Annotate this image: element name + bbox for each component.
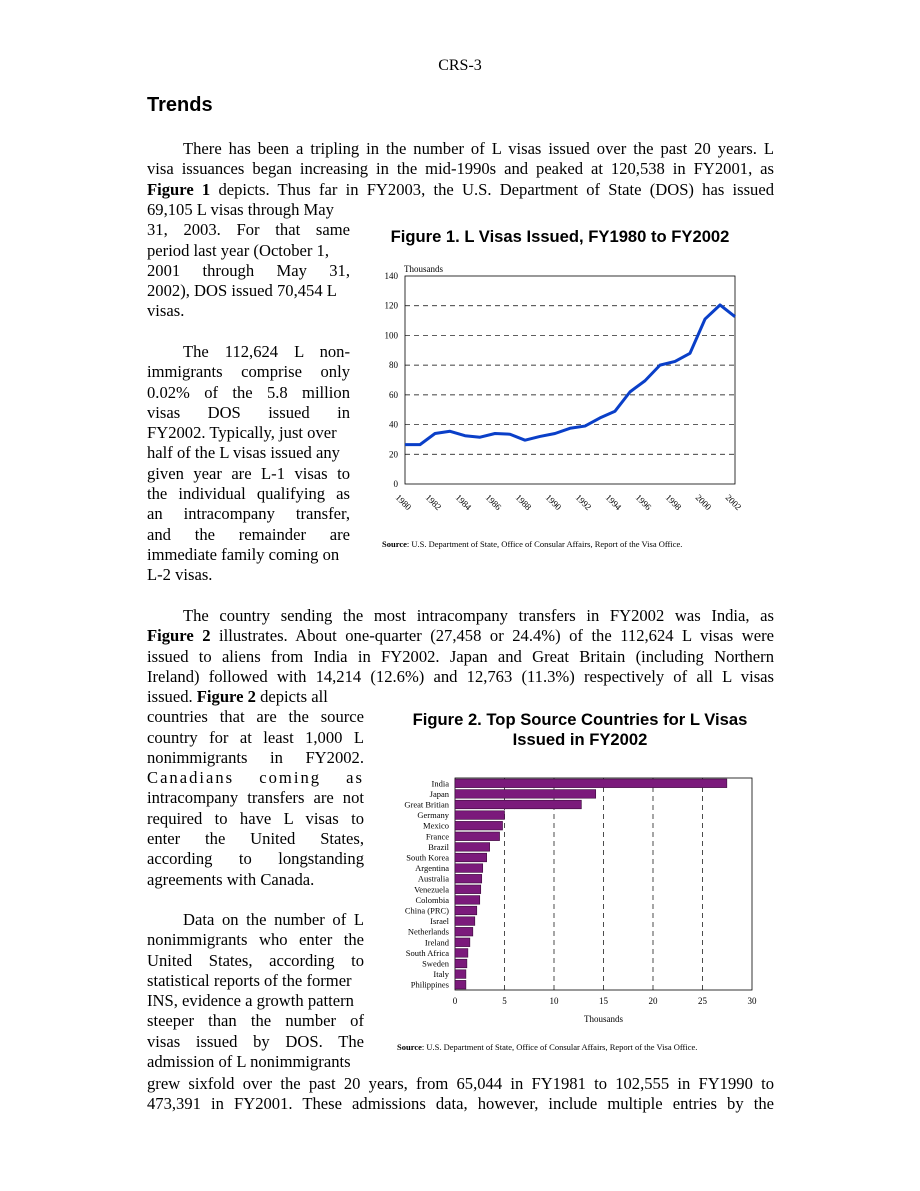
bar <box>455 970 466 979</box>
text-line <box>147 626 774 646</box>
paragraph-3-column <box>147 687 364 890</box>
figure-2-chart <box>380 770 780 1030</box>
x-tick-label: 2002 <box>723 492 744 513</box>
x-tick-label: 30 <box>747 996 757 1006</box>
category-label: Ireland <box>424 937 449 948</box>
x-tick-label: 1980 <box>393 492 414 513</box>
text-line: L-2 visas. <box>147 565 213 585</box>
x-tick-label: 2000 <box>693 492 714 513</box>
bar <box>455 811 505 820</box>
x-tick-label: 1990 <box>543 492 564 513</box>
source-text: : U.S. Department of State, Office of Consular Affairs, Report of the Visa Office. <box>406 539 683 549</box>
text-line: visas DOS issued in <box>147 402 350 422</box>
text-line: countries that are the source <box>147 707 364 727</box>
paragraph-3 <box>147 606 774 687</box>
y-tick-label: 140 <box>384 271 398 281</box>
category-label: China (PRC) <box>404 905 449 916</box>
text-line: issued to aliens from India in FY2002. Japan and Great Britain (including Northern <box>147 646 774 666</box>
category-label: Australia <box>417 873 449 884</box>
text-line: Data on the number of L <box>183 910 364 929</box>
text-line: The 112,624 L non- <box>183 342 350 361</box>
bar <box>455 949 468 958</box>
paragraph-5 <box>147 1074 774 1115</box>
category-label: Mexico <box>423 820 449 831</box>
x-tick-label: 1998 <box>663 492 684 513</box>
category-label: Argentina <box>415 863 449 874</box>
text-line: period last year (October 1, <box>147 240 329 260</box>
y-tick-label: 40 <box>389 419 398 430</box>
bar <box>455 790 596 799</box>
category-label: Netherlands <box>407 926 449 937</box>
category-label: Japan <box>429 788 449 799</box>
bar <box>455 832 500 841</box>
y-axis-label: Thousands <box>404 264 443 274</box>
figure-2-title <box>380 710 780 750</box>
category-label: Brazil <box>428 841 449 852</box>
category-label: France <box>425 831 449 842</box>
bar <box>455 853 487 862</box>
text-line: the individual qualifying as <box>147 484 350 504</box>
text-line: Canadians coming as <box>147 768 364 788</box>
x-tick-label: 1984 <box>453 492 474 513</box>
x-tick-label: 1986 <box>483 492 504 513</box>
x-tick-label: 1982 <box>423 492 444 513</box>
figure-2-source <box>397 1042 767 1052</box>
x-tick-label: 1988 <box>513 492 534 513</box>
x-tick-label: 0 <box>452 996 458 1006</box>
text-line: immigrants comprise only <box>147 362 350 382</box>
figure-ref: Figure 1 <box>147 179 211 199</box>
category-label: Israel <box>430 916 449 927</box>
category-label: South Africa <box>405 947 449 958</box>
paragraph-2 <box>147 342 350 586</box>
text-line: an intracompany transfer, <box>147 504 350 524</box>
text-line: agreements with Canada. <box>147 869 315 889</box>
bar <box>455 917 475 926</box>
text-line: enter the United States, <box>147 829 364 849</box>
source-label: Source <box>397 1042 422 1052</box>
text-line: steeper than the number of <box>147 1011 364 1031</box>
text-line: visa issuances began increasing in the mid-1990s and peaked at 120,538 in FY2001, as <box>147 159 774 179</box>
text-line <box>147 180 774 200</box>
text-line: nonimmigrants who enter the <box>147 930 364 950</box>
bar <box>455 896 480 905</box>
x-axis-label: Thousands <box>584 1014 623 1024</box>
y-tick-label: 80 <box>389 360 398 371</box>
category-label: Venezuela <box>414 884 449 895</box>
figure-1-title: Figure 1. L Visas Issued, FY1980 to FY2002 <box>390 227 730 246</box>
x-tick-label: 5 <box>502 996 507 1006</box>
bar <box>455 821 503 830</box>
text-line: United States, according to <box>147 950 364 970</box>
plot-frame <box>405 276 735 484</box>
category-label: South Korea <box>406 852 449 863</box>
bar <box>455 843 490 852</box>
text-line: 69,105 L visas through May <box>147 200 334 219</box>
bar <box>455 980 466 989</box>
text-line: 2001 through May 31, <box>147 260 350 280</box>
text-line: intracompany transfers are not <box>147 788 364 808</box>
text-line: immediate family coming on <box>147 544 340 564</box>
text-line: FY2002. Typically, just over <box>147 423 337 443</box>
bar <box>455 800 581 809</box>
text-line <box>147 687 364 707</box>
y-tick-label: 0 <box>393 479 398 489</box>
category-label: Great Britian <box>404 799 449 810</box>
bar <box>455 874 482 883</box>
text-line: given year are L-1 visas to <box>147 463 350 483</box>
text-line: according to longstanding <box>147 849 364 869</box>
text-line: admission of L nonimmigrants <box>147 1052 351 1072</box>
text-line: INS, evidence a growth pattern <box>147 991 354 1011</box>
figure-ref: Figure 2 <box>196 687 256 706</box>
bar <box>455 938 470 947</box>
bar <box>455 959 467 968</box>
figure-ref: Figure 2 <box>147 626 211 646</box>
text-line: 473,391 in FY2001. These admissions data, however, include multiple entries by the <box>147 1094 774 1114</box>
paragraph-4 <box>147 910 364 1072</box>
text-line: and the remainder are <box>147 524 350 544</box>
category-label: Philippines <box>410 979 449 990</box>
paragraph-1 <box>147 139 774 200</box>
text-line: 31, 2003. For that same <box>147 220 350 240</box>
x-tick-label: 1994 <box>603 492 624 513</box>
x-tick-label: 10 <box>549 996 559 1006</box>
bar <box>455 779 727 788</box>
category-label: Colombia <box>415 894 449 905</box>
text-line: half of the L visas issued any <box>147 443 340 463</box>
text-line: There has been a tripling in the number of L visas issued over the past 20 years. L <box>183 139 774 158</box>
x-tick-label: 1992 <box>573 492 594 513</box>
x-tick-label: 20 <box>648 996 658 1006</box>
text-fragment: illustrates. About one-quarter (27,458 or 24.4%) of the 112,624 L visas were <box>210 626 774 646</box>
y-tick-label: 100 <box>384 330 398 341</box>
source-text: : U.S. Department of State, Office of Consular Affairs, Report of the Visa Office. <box>421 1042 698 1052</box>
text-fragment: depicts. Thus far in FY2003, the U.S. Department of State (DOS) has issued <box>210 179 774 199</box>
text-line: visas. <box>147 301 185 321</box>
text-line: country for at least 1,000 L <box>147 727 364 747</box>
text-line: 2002), DOS issued 70,454 L <box>147 281 337 301</box>
text-line: required to have L visas to <box>147 808 364 828</box>
figure-1-chart <box>370 255 750 535</box>
text-line: nonimmigrants in FY2002. <box>147 747 364 767</box>
x-tick-label: 15 <box>599 996 608 1006</box>
text-line: grew sixfold over the past 20 years, from 65,044 in FY1981 to 102,555 in FY1990 to <box>147 1074 774 1093</box>
category-label: Sweden <box>422 958 449 969</box>
text-line: statistical reports of the former <box>147 970 352 990</box>
figure-2-title-line: Issued in FY2002 <box>512 730 648 749</box>
y-tick-label: 120 <box>384 300 398 311</box>
text-line: 0.02% of the 5.8 million <box>147 382 350 402</box>
figure-2-title-line: Figure 2. Top Source Countries for L Visas <box>412 710 748 729</box>
text-line: visas issued by DOS. The <box>147 1031 364 1051</box>
bar <box>455 927 473 936</box>
source-label: Source <box>382 539 407 549</box>
bar <box>455 885 481 894</box>
section-title: Trends <box>147 94 213 116</box>
text-line: Ireland) followed with 14,214 (12.6%) and 12,763 (11.3%) respectively of all L visas <box>147 666 774 686</box>
y-tick-label: 20 <box>389 449 398 460</box>
bar <box>455 864 483 873</box>
paragraph-1-column <box>147 200 350 322</box>
y-tick-label: 60 <box>389 389 398 400</box>
page-header: CRS-3 <box>438 57 482 74</box>
x-tick-label: 1996 <box>633 492 654 513</box>
text-fragment: issued. <box>147 687 197 706</box>
category-label: Germany <box>417 810 449 821</box>
text-fragment: depicts all <box>255 687 328 706</box>
x-tick-label: 25 <box>698 996 707 1006</box>
text-line: The country sending the most intracompany transfers in FY2002 was India, as <box>183 606 774 625</box>
figure-1-source <box>382 539 752 549</box>
category-label: India <box>431 778 449 789</box>
bar <box>455 906 477 915</box>
series-line <box>405 305 735 445</box>
category-label: Italy <box>433 969 449 980</box>
